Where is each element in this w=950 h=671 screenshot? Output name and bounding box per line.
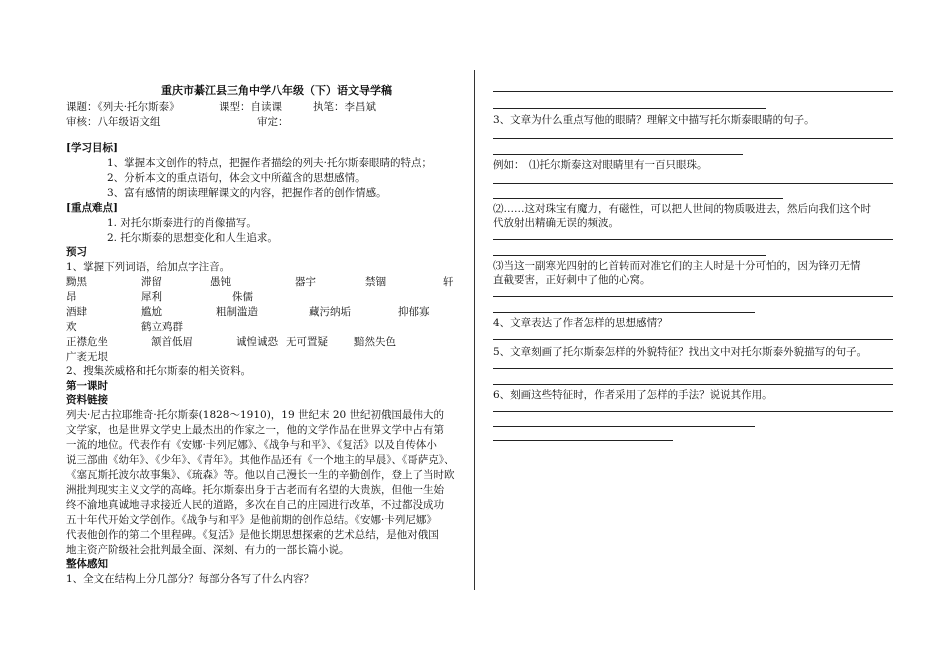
answer-line [493, 296, 893, 297]
meta-author: 执笔：李昌斌 [313, 101, 376, 113]
material-line: 地主资产阶级社会批判最全面、深刻、有力的一部长篇小说。 [66, 544, 350, 556]
preview-question-2: 2、搜集茨威格和托尔斯泰的相关资料。 [66, 365, 252, 377]
vocab-word: 轩 [443, 276, 454, 288]
meta-type: 课型：自读课 [219, 101, 282, 113]
answer-line [493, 440, 673, 441]
answer-line [493, 183, 893, 184]
material-line: 说三部曲《幼年》、《少年》、《青年》。其他作品还有《一个地主的早晨》、《哥萨克》、 [66, 454, 455, 466]
example-2-cont: 代放射出精确无误的频波。 [493, 217, 619, 229]
overall-heading: 整体感知 [66, 558, 108, 570]
vocab-word: 昂 [66, 291, 77, 303]
answer-line [493, 368, 893, 369]
vocab-word: 无可置疑 [286, 336, 328, 348]
preview-question-1: 1、掌握下列词语，给加点字注音。 [66, 261, 231, 273]
answer-line [493, 339, 893, 340]
preview-heading: 预习 [66, 246, 87, 258]
material-line: 代表他创作的第二个里程碑。《复活》是他长期思想探索的艺术总结，是他对俄国 [66, 529, 439, 541]
vocab-word: 黯然失色 [354, 336, 396, 348]
example-label: 例如： [493, 159, 525, 171]
question-5: 5、文章刻画了托尔斯泰怎样的外貌特征？找出文中对托尔斯泰外貌描写的句子。 [493, 346, 868, 358]
document-title: 重庆市綦江县三角中学八年级（下）语文导学稿 [161, 84, 392, 97]
material-line: 五十年代开始文学创作。《战争与和平》是他前期的创作总结。《安娜·卡列尼娜》 [66, 514, 437, 526]
answer-line [493, 384, 893, 385]
vocab-word: 黝黑 [66, 276, 87, 288]
meta-approved: 审定： [257, 116, 289, 128]
answer-line [493, 154, 743, 155]
answer-line [493, 239, 893, 240]
vocab-word: 诚惶诚恐 [236, 336, 278, 348]
vocab-word: 鹤立鸡群 [141, 321, 183, 333]
answer-line [493, 91, 893, 92]
goals-heading: [学习目标] [66, 142, 118, 154]
lesson-heading: 第一课时 [66, 380, 108, 392]
question-3: 3、文章为什么重点写他的眼睛？理解文中描写托尔斯泰眼睛的句子。 [493, 114, 815, 126]
material-line: 《塞瓦斯托波尔故事集》、《琉森》等。他以自己漫长一生的辛勤创作，登上了当时欧 [66, 469, 455, 481]
answer-line [493, 198, 783, 199]
vocab-word: 酒肆 [66, 306, 87, 318]
goal-item: 3、富有感情的朗读理解课文的内容，把握作者的创作情感。 [107, 187, 387, 199]
key-item: 2. 托尔斯泰的思想变化和人生追求。 [107, 232, 278, 244]
answer-line [493, 255, 766, 256]
vocab-word: 正襟危坐 [66, 336, 108, 348]
question-4: 4、文章表达了作者怎样的思想感情？ [493, 317, 668, 329]
vocab-word: 颔首低眉 [151, 336, 193, 348]
vocab-word: 粗制滥造 [216, 306, 258, 318]
vocab-word: 抑郁寡 [398, 306, 430, 318]
answer-line [493, 138, 893, 139]
material-line: 终不渝地真诚地寻求接近人民的道路，多次在自己的庄园进行改革，不过都没成功 [66, 499, 444, 511]
vocab-word: 欢 [66, 321, 77, 333]
meta-topic: 课题：《列夫·托尔斯泰》 [66, 101, 180, 113]
meta-reviewer: 审核：八年级语文组 [66, 116, 161, 128]
material-line: 一流的地位。代表作有《安娜·卡列尼娜》、《战争与和平》、《复活》以及自传体小 [66, 439, 437, 451]
vocab-word: 犀利 [141, 291, 162, 303]
material-line: 列夫·尼古拉耶维奇·托尔斯泰(1828～1910)，19 世纪末 20 世纪初俄国最伟大的 [66, 409, 445, 421]
material-line: 洲批判现实主义文学的高峰。托尔斯泰出身于古老而有名望的大贵族，但他一生始 [66, 484, 444, 496]
overall-question-1: 1、全文在结构上分几部分？每部分各写了什么内容？ [66, 573, 315, 585]
material-line: 文学家，也是世界文学史上最杰出的作家之一，他的文学作品在世界文学中占有第 [66, 424, 444, 436]
key-item: 1. 对托尔斯泰进行的肖像描写。 [107, 217, 257, 229]
example-2: ⑵……这对珠宝有魔力，有磁性，可以把人世间的物质吸进去，然后向我们这个时 [493, 203, 871, 215]
vocab-word: 尴尬 [141, 306, 162, 318]
key-heading: [重点难点] [66, 202, 118, 214]
vocab-word: 滞留 [141, 276, 162, 288]
answer-line [493, 108, 766, 109]
question-6: 6、刻画这些特征时，作者采用了怎样的手法？说说其作用。 [493, 389, 773, 401]
vocab-word: 广袤无垠 [66, 351, 108, 363]
vocab-word: 藏污纳垢 [309, 306, 351, 318]
example-3: ⑶当这一副寒光四射的匕首转而对准它们的主人时是十分可怕的，因为锋刃无情 [493, 260, 861, 272]
vocab-word: 禁锢 [365, 276, 386, 288]
example-3-cont: 直截要害，正好刺中了他的心窝。 [493, 274, 651, 286]
answer-line [493, 411, 893, 412]
goal-item: 1、掌握本文创作的特点，把握作者描绘的列夫·托尔斯泰眼睛的特点； [107, 157, 433, 169]
answer-line [493, 312, 755, 313]
vocab-word: 愚钝 [210, 276, 231, 288]
column-divider [474, 70, 475, 590]
answer-line [493, 426, 755, 427]
example-1: ⑴托尔斯泰这对眼睛里有一百只眼珠。 [529, 159, 708, 171]
vocab-word: 器宇 [295, 276, 316, 288]
vocab-word: 侏儒 [232, 291, 253, 303]
goal-item: 2、分析本文的重点语句，体会文中所蕴含的思想感情。 [107, 172, 366, 184]
material-heading: 资料链接 [66, 394, 108, 406]
